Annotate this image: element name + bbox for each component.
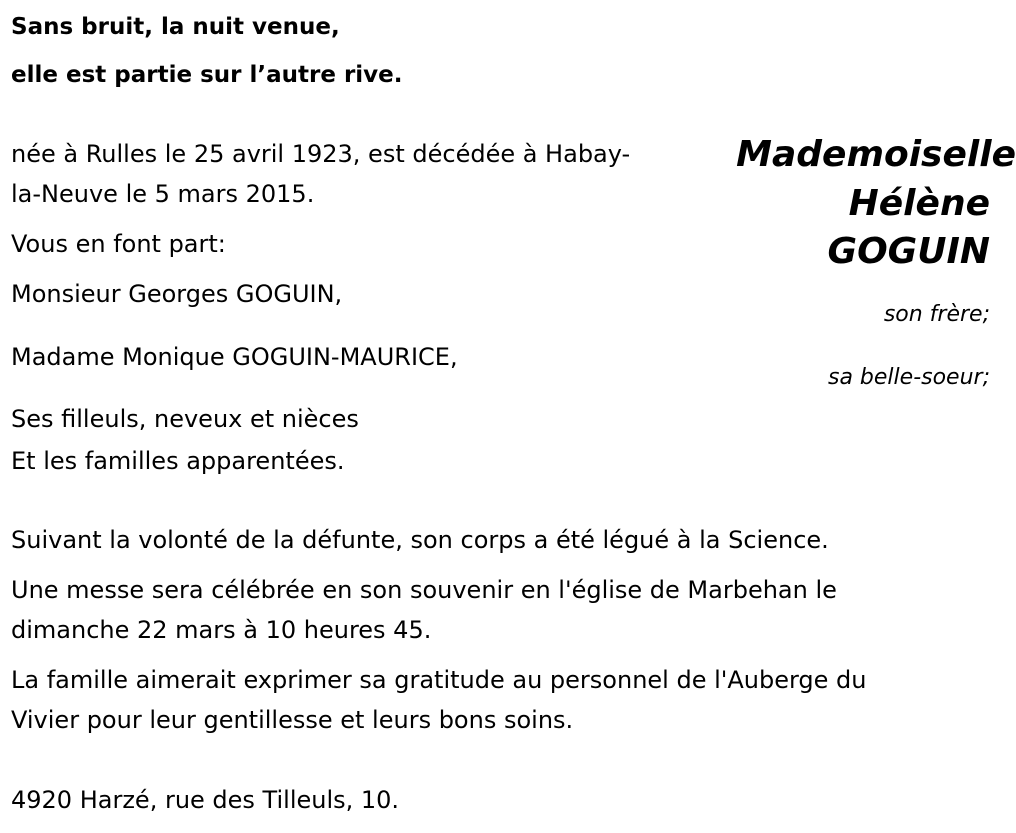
mass-line-2: dimanche 22 mars à 10 heures 45.	[11, 616, 432, 644]
address: 4920 Harzé, rue des Tilleuls, 10.	[11, 786, 400, 814]
announcer-relation: sa belle-soeur;	[828, 365, 990, 390]
deceased-title: Mademoiselle	[736, 134, 1016, 175]
others-line-2: Et les familles apparentées.	[11, 447, 345, 475]
science-paragraph: Suivant la volonté de la défunte, son corps a été légué à la Science.	[11, 526, 829, 554]
birth-death-line-2: la-Neuve le 5 mars 2015.	[11, 180, 315, 208]
deceased-first-name: Hélène	[848, 183, 990, 224]
others-line-1: Ses filleuls, neveux et nièces	[11, 405, 359, 433]
deceased-last-name: GOGUIN	[827, 231, 990, 272]
gratitude-line-1: La famille aimerait exprimer sa gratitude au personnel de l'Auberge du	[11, 666, 867, 694]
announcer-name: Monsieur Georges GOGUIN,	[11, 280, 343, 308]
gratitude-line-2: Vivier pour leur gentillesse et leurs bons soins.	[11, 706, 574, 734]
announcers-heading: Vous en font part:	[11, 230, 226, 258]
announcer-name: Madame Monique GOGUIN-MAURICE,	[11, 343, 458, 371]
announcer-relation: son frère;	[883, 302, 990, 327]
intro-line-2: elle est partie sur l’autre rive.	[11, 62, 403, 88]
birth-death-line-1: née à Rulles le 25 avril 1923, est décédée à Habay-	[11, 140, 631, 168]
mass-line-1: Une messe sera célébrée en son souvenir en l'église de Marbehan le	[11, 576, 837, 604]
intro-line-1: Sans bruit, la nuit venue,	[11, 14, 340, 40]
